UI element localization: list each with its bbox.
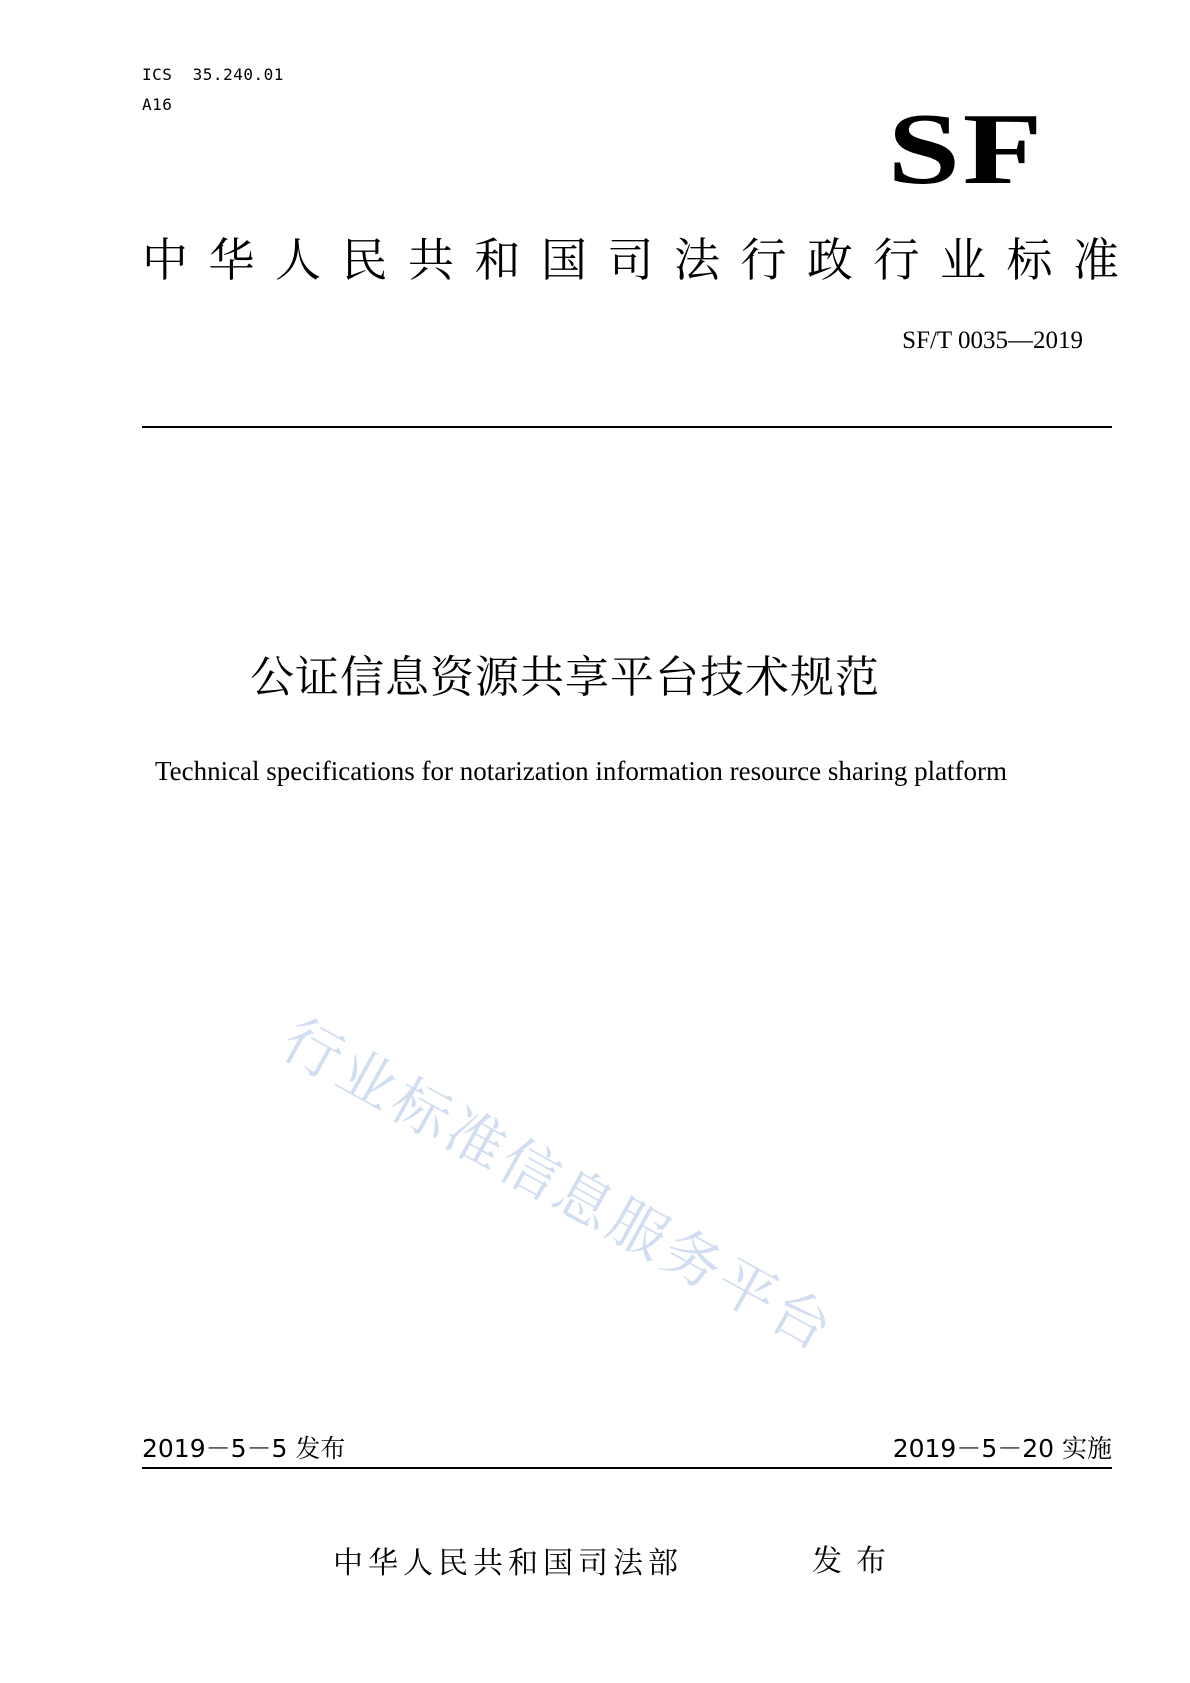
watermark: 行业标准信息服务平台 xyxy=(271,1005,847,1366)
implement-date: 2019－5－20 实施 xyxy=(892,1434,1112,1463)
ccs-code: A16 xyxy=(142,95,173,114)
bottom-divider xyxy=(142,1467,1112,1469)
ics-code: ICS 35.240.01 xyxy=(142,65,284,84)
publish-date: 2019－5－5 发布 xyxy=(142,1434,346,1463)
standard-number: SF/T 0035—2019 xyxy=(902,327,1083,354)
classification-codes xyxy=(142,60,284,120)
issue-label: 发布 xyxy=(812,1544,900,1579)
document-title-cn: 公证信息资源共享平台技术规范 xyxy=(250,652,880,703)
publisher: 中华人民共和国司法部 xyxy=(333,1546,683,1581)
standard-category: 中华人民共和国司法行政行业标准 xyxy=(142,233,1140,287)
document-title-en: Technical specifications for notarization information resource sharing platform xyxy=(155,756,1008,786)
top-divider xyxy=(142,426,1112,428)
sf-logo: SF xyxy=(887,93,1045,206)
